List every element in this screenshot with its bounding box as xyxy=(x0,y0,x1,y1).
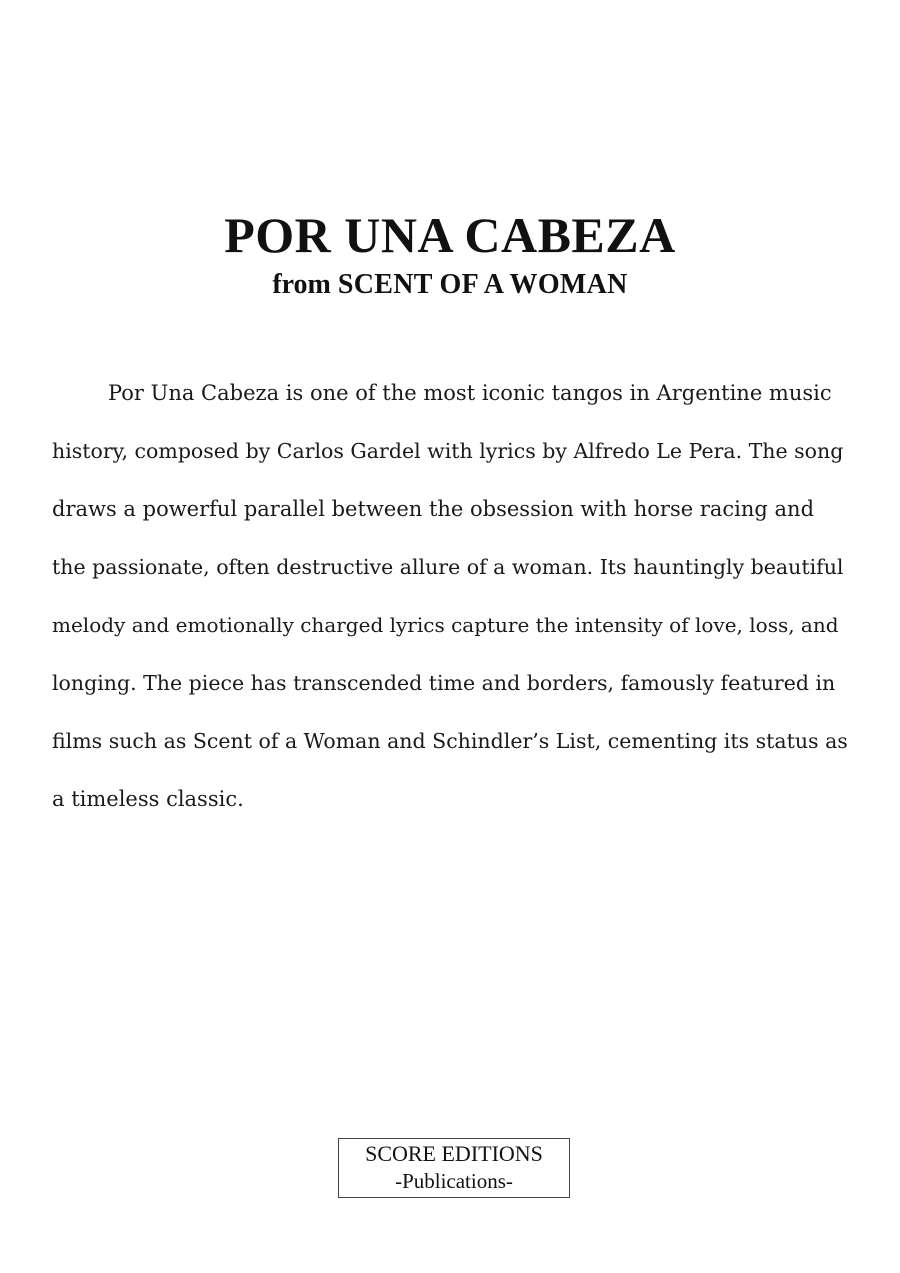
description-line: a timeless classic. xyxy=(52,787,244,811)
description-line: melody and emotionally charged lyrics capture the intensity of love, loss, and xyxy=(52,613,839,637)
publisher-box xyxy=(338,1138,570,1198)
page-title: POR UNA CABEZA xyxy=(224,207,676,263)
subtitle-film: SCENT OF A WOMAN xyxy=(337,269,628,300)
publisher-subline: -Publications- xyxy=(395,1169,513,1193)
page-subtitle xyxy=(0,268,900,302)
description-line: longing. The piece has transcended time and borders, famously featured in xyxy=(52,671,836,695)
description-paragraph xyxy=(52,364,852,828)
subtitle-prefix: from xyxy=(272,269,331,300)
publisher-name: SCORE EDITIONS xyxy=(365,1141,543,1166)
description-line: history, composed by Carlos Gardel with lyrics by Alfredo Le Pera. The song xyxy=(52,439,844,463)
description-line: films such as Scent of a Woman and Schindler’s List, cementing its status as xyxy=(52,729,848,753)
description-line: draws a powerful parallel between the obsession with horse racing and xyxy=(52,497,815,521)
description-line: the passionate, often destructive allure of a woman. Its hauntingly beautiful xyxy=(52,555,844,579)
description-line: Por Una Cabeza is one of the most iconic tangos in Argentine music xyxy=(108,381,832,405)
